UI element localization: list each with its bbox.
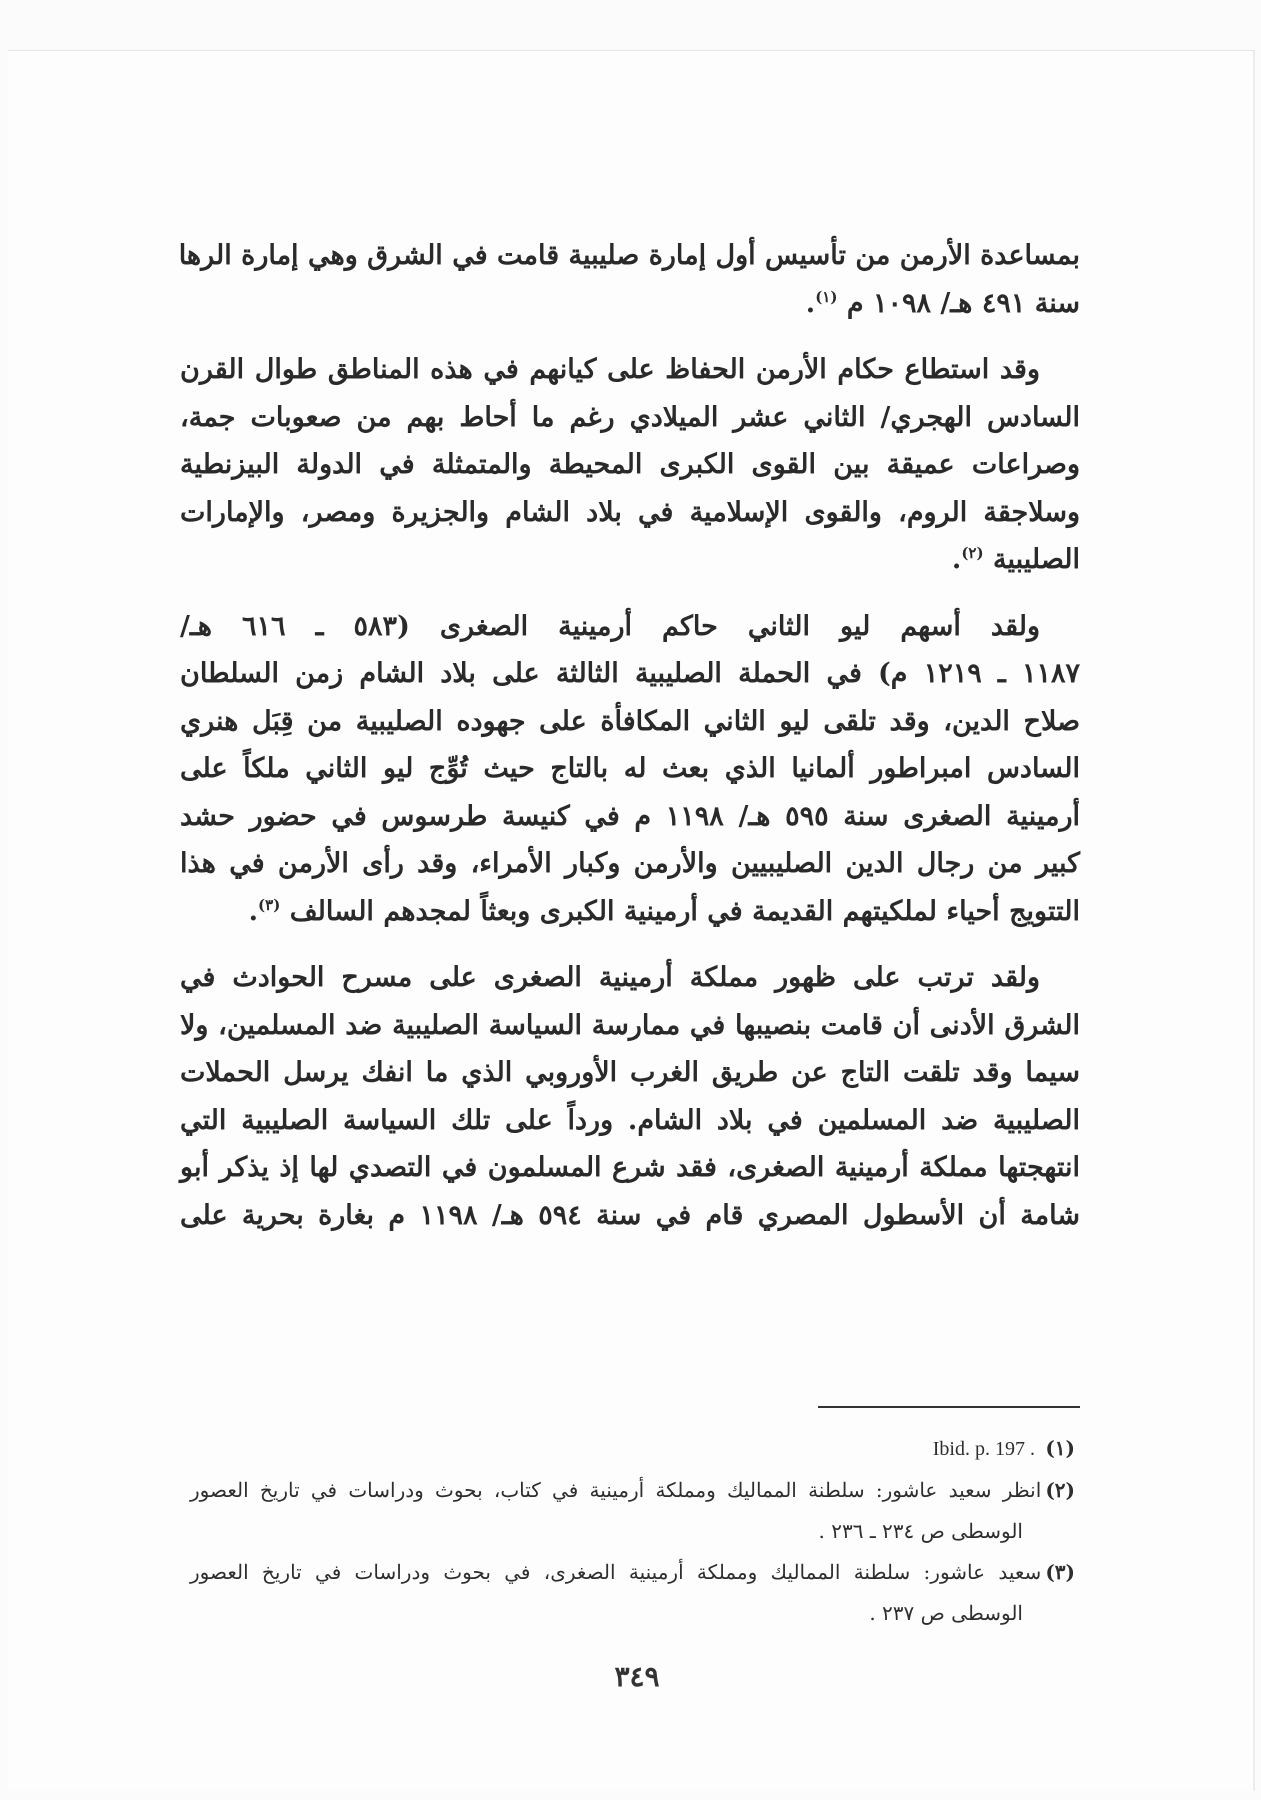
footnote-number: (٢)	[1045, 1478, 1075, 1502]
footnote-ref[interactable]: (٣)	[258, 895, 281, 914]
text-line: وصراعات عميقة بين القوى الكبرى المحيطة والمتمثلة في الدولة البيزنطية	[180, 449, 1080, 480]
text-line: وقد استطاع حكام الأرمن الحفاظ على كيانهم في هذه المناطق طوال القرن	[180, 354, 1040, 385]
footnote-ref[interactable]: (٢)	[961, 544, 984, 562]
text-line-content: الصليبية	[993, 544, 1080, 575]
text-line: الصليبية ضد المسلمين في بلاد الشام. ورداً على تلك السياسة الصليبية التي	[180, 1104, 1080, 1136]
text-line: ١١٨٧ ـ ١٢١٩ م) في الحملة الصليبية الثالثة على بلاد الشام زمن السلطان	[180, 658, 1080, 689]
text-line: السادس امبراطور ألمانيا الذي بعث له بالتاج حيث تُوِّج ليو الثاني ملكاً على	[180, 753, 1080, 784]
footnote-line: الوسطى ص ٢٣٧ .	[869, 1601, 1023, 1625]
footnote-line	[190, 1470, 1075, 1511]
footnote-line	[190, 1428, 1075, 1470]
footnote-2	[190, 1470, 1075, 1552]
page-number: ٣٤٩	[614, 1660, 660, 1693]
footnote-number: (٣)	[1045, 1560, 1075, 1584]
footnotes	[190, 1428, 1075, 1634]
text-line-content: سنة ٤٩١ هـ/ ١٠٩٨ م	[846, 287, 1080, 319]
text-line-content: التتويج أحياء لملكيتهم القديمة في أرمينية الكبرى وبعثاً لمجدهم السالف	[289, 895, 1080, 927]
footnote-1	[190, 1428, 1075, 1470]
text-line: وسلاجقة الروم، والقوى الإسلامية في بلاد الشام والجزيرة ومصر، والإمارات	[180, 496, 1080, 528]
footnote-line	[190, 1552, 1075, 1593]
text-line	[180, 536, 1080, 584]
body-text	[180, 232, 1080, 1258]
punctuation: .	[951, 544, 962, 575]
footnote-line: الوسطى ص ٢٣٤ ـ ٢٣٦ .	[818, 1519, 1023, 1543]
text-line: سيما وقد تلقت التاج عن طريق الغرب الأوروبي الذي ما انفك يرسل الحملات	[180, 1057, 1080, 1088]
footnote-ref[interactable]: (١)	[815, 287, 838, 306]
text-line: انتهجتها مملكة أرمينية الصغرى، فقد شرع المسلمون في التصدي لها إذ يذكر أبو	[180, 1152, 1080, 1183]
text-line: أرمينية الصغرى سنة ٥٩٥ هـ/ ١١٩٨ م في كنيسة طرسوس في حضور حشد	[180, 800, 1080, 832]
paragraph-2	[180, 346, 1080, 584]
text-line: السادس الهجري/ الثاني عشر الميلادي رغم ما أحاط بهم من صعوبات جمة،	[180, 401, 1080, 433]
text-line: ولقد أسهم ليو الثاني حاكم أرمينية الصغرى (٥٨٣ ـ ٦١٦ هـ/	[180, 610, 1040, 642]
text-line	[180, 280, 1080, 328]
text-line: شامة أن الأسطول المصري قام في سنة ٥٩٤ هـ/ ١١٩٨ م بغارة بحرية على	[180, 1199, 1080, 1231]
footnote-text: Ibid. p. 197 .	[932, 1438, 1035, 1460]
text-line: صلاح الدين، وقد تلقى ليو الثاني المكافأة على جهوده الصليبية من قِبَل هنري	[180, 705, 1080, 737]
footnote-text: سعيد عاشور: سلطنة المماليك ومملكة أرمينية الصغرى، في بحوث ودراسات في تاريخ العصور	[190, 1560, 1042, 1584]
text-line	[180, 888, 1080, 936]
punctuation: .	[805, 287, 816, 319]
paragraph-3	[180, 603, 1080, 936]
paragraph-1	[180, 232, 1080, 327]
footnote-text: انظر سعيد عاشور: سلطنة المماليك ومملكة أرمينية في كتاب، بحوث ودراسات في تاريخ العصور	[190, 1478, 1042, 1502]
text-line: بمساعدة الأرمن من تأسيس أول إمارة صليبية قامت في الشرق وهي إمارة الرها	[178, 240, 1080, 271]
footnote-3	[190, 1552, 1075, 1634]
footnote-number: (١)	[1045, 1436, 1075, 1460]
punctuation: .	[248, 895, 259, 927]
text-line: ولقد ترتب على ظهور مملكة أرمينية الصغرى على مسرح الحوادث في	[180, 962, 1040, 993]
text-line: الشرق الأدنى أن قامت بنصيبها في ممارسة السياسة الصليبية ضد المسلمين، ولا	[180, 1009, 1080, 1041]
text-line: كبير من رجال الدين الصليبيين والأرمن وكبار الأمراء، وقد رأى الأرمن في هذا	[180, 848, 1080, 879]
footnote-separator	[818, 1406, 1080, 1408]
paragraph-4	[180, 954, 1080, 1239]
